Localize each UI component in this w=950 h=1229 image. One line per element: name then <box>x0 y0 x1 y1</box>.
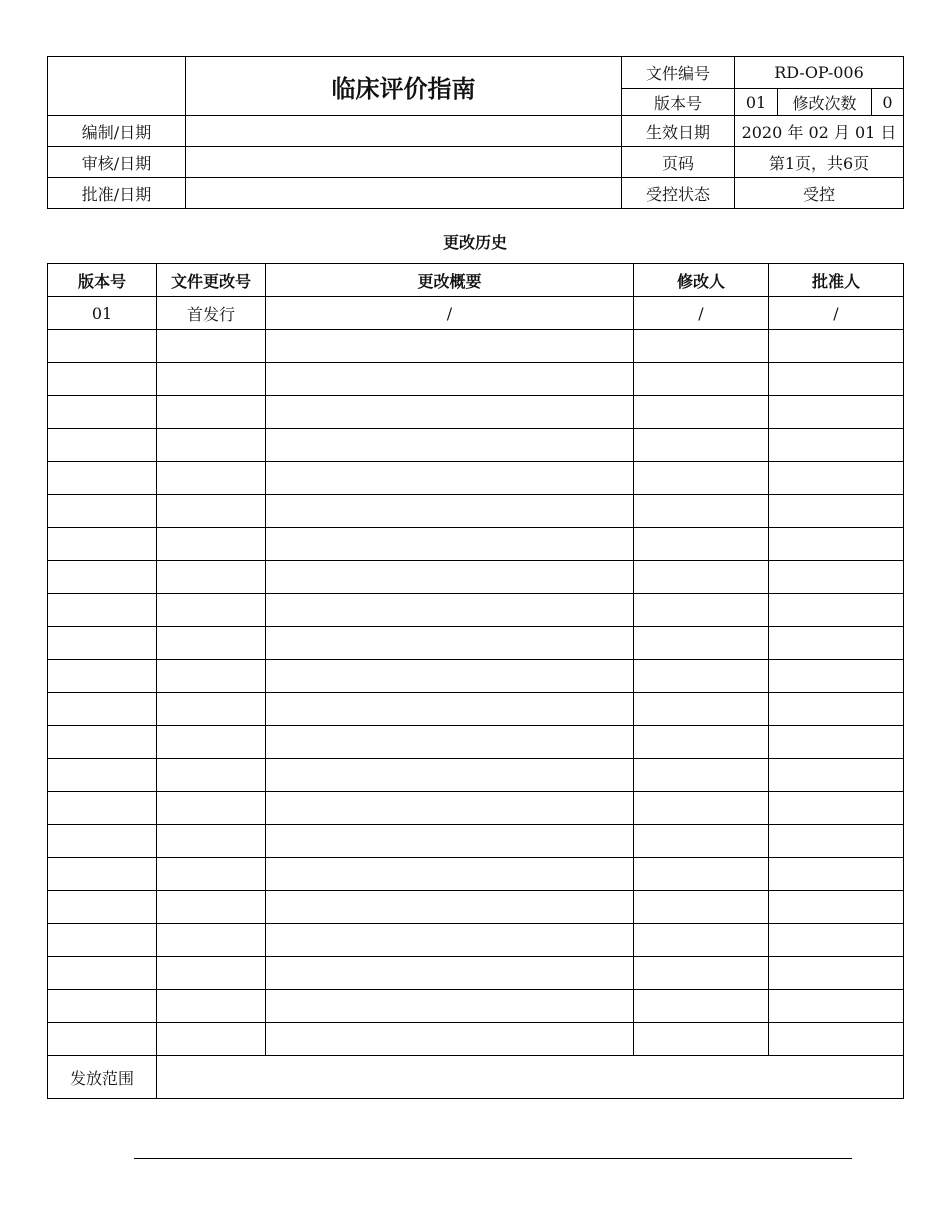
empty-cell <box>48 792 157 825</box>
empty-cell <box>769 528 904 561</box>
table-row <box>48 660 904 693</box>
empty-cell <box>634 957 769 990</box>
distribution-row <box>48 1056 904 1099</box>
page-label: 页码 <box>622 147 735 178</box>
empty-cell <box>266 726 634 759</box>
footer-divider <box>134 1158 852 1159</box>
effective-date-label: 生效日期 <box>622 116 735 147</box>
empty-cell <box>769 429 904 462</box>
distribution-value <box>157 1056 904 1099</box>
document-header-table <box>47 56 904 209</box>
table-row <box>48 858 904 891</box>
empty-cell <box>157 594 266 627</box>
table-row <box>48 594 904 627</box>
empty-cell <box>48 330 157 363</box>
empty-cell <box>266 462 634 495</box>
empty-cell <box>266 825 634 858</box>
logo-cell <box>48 57 186 116</box>
empty-cell <box>157 990 266 1023</box>
empty-cell <box>769 858 904 891</box>
empty-cell <box>48 495 157 528</box>
table-row <box>48 726 904 759</box>
empty-cell <box>266 660 634 693</box>
empty-cell <box>157 693 266 726</box>
doc-no-value: RD-OP-006 <box>735 57 904 89</box>
empty-cell <box>634 759 769 792</box>
empty-cell <box>266 1023 634 1056</box>
empty-cell <box>634 363 769 396</box>
col-header-modifier: 修改人 <box>634 264 769 297</box>
col-header-summary: 更改概要 <box>266 264 634 297</box>
empty-cell <box>266 792 634 825</box>
empty-cell <box>157 627 266 660</box>
empty-cell <box>48 825 157 858</box>
table-row <box>48 627 904 660</box>
empty-cell <box>266 891 634 924</box>
empty-cell <box>769 594 904 627</box>
empty-cell <box>769 330 904 363</box>
empty-cell <box>634 495 769 528</box>
table-row <box>48 528 904 561</box>
empty-cell <box>48 561 157 594</box>
distribution-label: 发放范围 <box>48 1056 157 1099</box>
empty-cell <box>769 693 904 726</box>
empty-cell <box>157 792 266 825</box>
empty-cell <box>266 957 634 990</box>
cell-change-no: 首发行 <box>157 297 266 330</box>
approved-value <box>186 178 622 209</box>
table-row <box>48 561 904 594</box>
cell-modifier: / <box>634 297 769 330</box>
empty-cell <box>634 693 769 726</box>
empty-cell <box>157 924 266 957</box>
empty-cell <box>48 462 157 495</box>
empty-cell <box>157 495 266 528</box>
empty-cell <box>769 1023 904 1056</box>
empty-cell <box>266 858 634 891</box>
empty-cell <box>769 363 904 396</box>
empty-cell <box>634 858 769 891</box>
empty-cell <box>266 429 634 462</box>
table-row <box>48 363 904 396</box>
document-title: 临床评价指南 <box>186 57 622 116</box>
col-header-approver: 批准人 <box>769 264 904 297</box>
empty-cell <box>769 561 904 594</box>
empty-cell <box>157 330 266 363</box>
empty-cell <box>48 726 157 759</box>
empty-cell <box>48 594 157 627</box>
empty-cell <box>48 396 157 429</box>
effective-date-value: 2020 年 02 月 01 日 <box>735 116 904 147</box>
empty-cell <box>634 792 769 825</box>
empty-cell <box>48 924 157 957</box>
empty-cell <box>157 858 266 891</box>
empty-cell <box>48 528 157 561</box>
revision-count-value: 0 <box>872 89 904 116</box>
empty-cell <box>266 396 634 429</box>
prepared-value <box>186 116 622 147</box>
cell-summary: / <box>266 297 634 330</box>
empty-cell <box>48 858 157 891</box>
empty-cell <box>266 330 634 363</box>
table-row <box>48 957 904 990</box>
empty-cell <box>769 825 904 858</box>
table-row <box>48 990 904 1023</box>
doc-no-label: 文件编号 <box>622 57 735 89</box>
empty-cell <box>634 825 769 858</box>
empty-cell <box>634 726 769 759</box>
empty-cell <box>157 561 266 594</box>
table-row <box>48 891 904 924</box>
empty-cell <box>769 759 904 792</box>
change-history-title: 更改历史 <box>442 233 507 252</box>
table-row <box>48 462 904 495</box>
reviewed-label: 审核/日期 <box>48 147 186 178</box>
empty-cell <box>769 924 904 957</box>
empty-cell <box>769 957 904 990</box>
empty-cell <box>769 396 904 429</box>
empty-cell <box>634 561 769 594</box>
control-status-value: 受控 <box>735 178 904 209</box>
empty-cell <box>634 1023 769 1056</box>
table-row <box>48 825 904 858</box>
empty-cell <box>634 330 769 363</box>
revision-count-label: 修改次数 <box>778 89 872 116</box>
approved-label: 批准/日期 <box>48 178 186 209</box>
table-row <box>48 396 904 429</box>
table-row <box>48 792 904 825</box>
empty-cell <box>157 462 266 495</box>
empty-cell <box>634 528 769 561</box>
cell-approver: / <box>769 297 904 330</box>
reviewed-value <box>186 147 622 178</box>
table-row <box>48 759 904 792</box>
empty-cell <box>634 429 769 462</box>
col-header-version: 版本号 <box>48 264 157 297</box>
cell-version: 01 <box>48 297 157 330</box>
table-row <box>48 924 904 957</box>
empty-cell <box>634 627 769 660</box>
empty-cell <box>157 726 266 759</box>
empty-cell <box>157 396 266 429</box>
empty-cell <box>634 462 769 495</box>
empty-cell <box>266 363 634 396</box>
change-history-table <box>47 263 904 1099</box>
empty-cell <box>769 495 904 528</box>
empty-cell <box>769 660 904 693</box>
table-row <box>48 297 904 330</box>
empty-cell <box>266 528 634 561</box>
empty-cell <box>266 495 634 528</box>
control-status-label: 受控状态 <box>622 178 735 209</box>
empty-cell <box>634 660 769 693</box>
empty-cell <box>266 693 634 726</box>
empty-cell <box>157 1023 266 1056</box>
table-row <box>48 429 904 462</box>
empty-cell <box>157 660 266 693</box>
empty-cell <box>48 363 157 396</box>
empty-cell <box>769 462 904 495</box>
empty-cell <box>157 891 266 924</box>
table-row <box>48 693 904 726</box>
empty-cell <box>634 990 769 1023</box>
empty-cell <box>48 693 157 726</box>
page-value: 第1页，共6页 <box>735 147 904 178</box>
empty-cell <box>48 627 157 660</box>
table-row <box>48 1023 904 1056</box>
empty-cell <box>48 660 157 693</box>
empty-cell <box>48 429 157 462</box>
empty-cell <box>157 528 266 561</box>
empty-cell <box>634 924 769 957</box>
empty-cell <box>266 594 634 627</box>
version-value: 01 <box>735 89 778 116</box>
empty-cell <box>634 891 769 924</box>
empty-cell <box>157 957 266 990</box>
empty-cell <box>157 429 266 462</box>
empty-cell <box>634 594 769 627</box>
empty-cell <box>769 990 904 1023</box>
empty-cell <box>48 957 157 990</box>
empty-cell <box>157 759 266 792</box>
prepared-label: 编制/日期 <box>48 116 186 147</box>
empty-cell <box>266 924 634 957</box>
col-header-change-no: 文件更改号 <box>157 264 266 297</box>
empty-cell <box>266 627 634 660</box>
empty-cell <box>157 363 266 396</box>
table-row <box>48 495 904 528</box>
empty-cell <box>769 792 904 825</box>
empty-cell <box>48 990 157 1023</box>
empty-cell <box>634 396 769 429</box>
empty-cell <box>266 561 634 594</box>
empty-cell <box>769 627 904 660</box>
empty-cell <box>157 825 266 858</box>
empty-cell <box>769 726 904 759</box>
empty-cell <box>48 891 157 924</box>
empty-cell <box>48 759 157 792</box>
empty-cell <box>48 1023 157 1056</box>
table-row <box>48 330 904 363</box>
empty-cell <box>266 759 634 792</box>
version-label: 版本号 <box>622 89 735 116</box>
empty-cell <box>769 891 904 924</box>
empty-cell <box>266 990 634 1023</box>
